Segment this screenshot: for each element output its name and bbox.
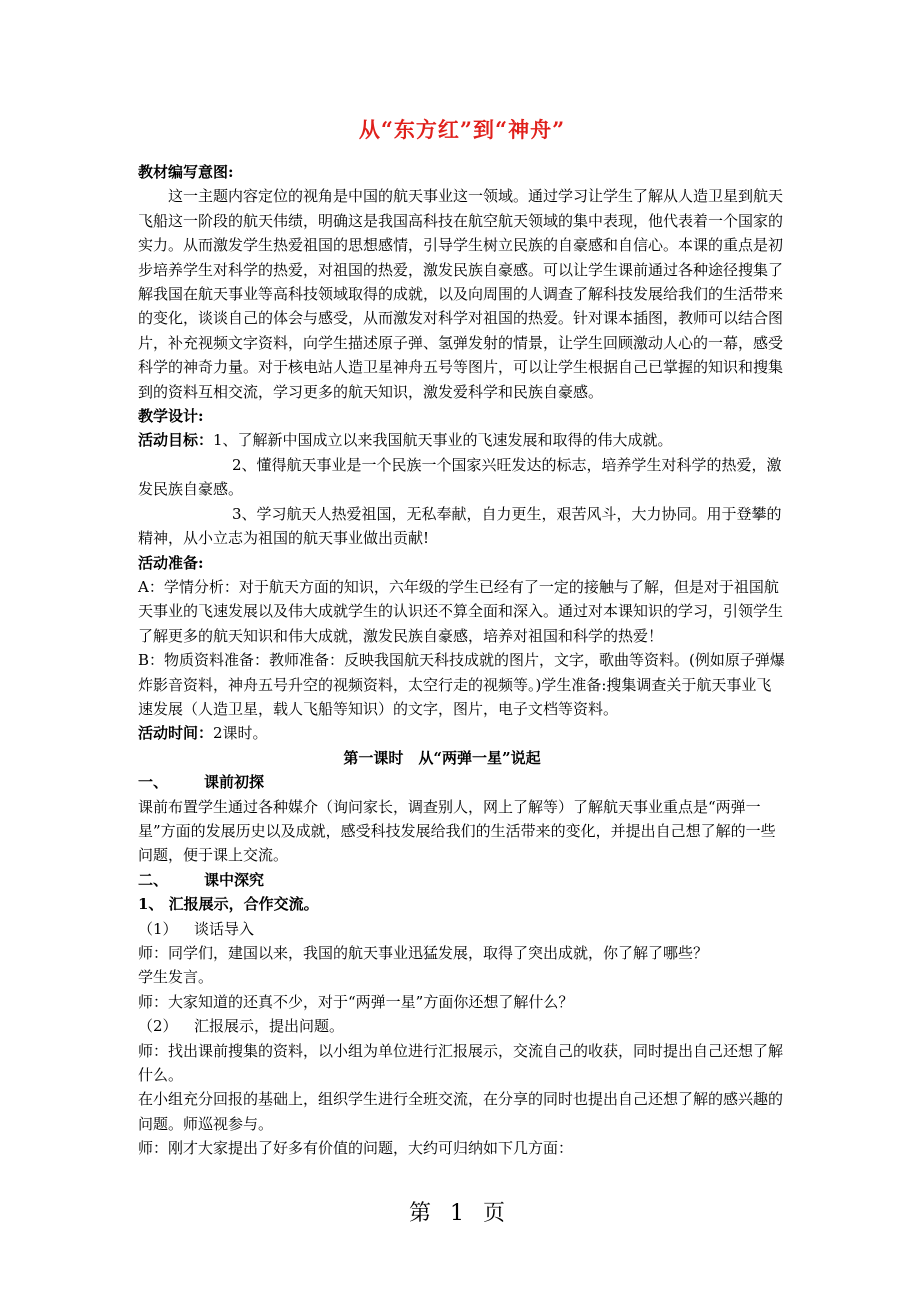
subsection-1-heading: 1、 汇报展示，合作交流。 [138,895,319,914]
goal-line-1 [138,428,786,452]
goal-label: 活动目标： [138,431,214,450]
teacher-line-2: 师：大家知道的还真不少，对于“两弹一星”方面你还想了解什么？ [138,992,574,1011]
teacher-line-1: 师：同学们，建国以来，我国的航天事业迅猛发展，取得了突出成就，你了解了哪些？ [138,944,709,962]
step-2-heading [138,1014,786,1038]
section-1-paragraph: 课前布置学生通过各种媒介（询问家长，调查别人，网上了解等）了解航天事业重点是“两弹一星”方面的发展历史以及成就，感受科技发展给我们的生活带来的变化，并提出自己想了解的一些问题，便于课上交流。 [138,797,776,865]
prep-heading: 活动准备: [138,553,204,572]
goal-item-3: 3、学习航天人热爱祖国，无私奉献，自力更生，艰苦风斗，大力协同。用于登攀的精神，从小立志为祖国的航天事业做出贡献! [138,504,782,548]
section-2-heading [138,868,786,892]
section-1-heading [138,770,786,794]
goal-item-2: 2、懂得航天事业是一个民族一个国家兴旺发达的标志，培养学生对科学的热爱，激发民族自豪感。 [138,455,782,499]
time-value: 2课时。 [213,724,268,743]
intent-heading: 教材编写意图: [138,163,234,181]
step-2-title: 汇报展示，提出问题。 [194,1017,345,1036]
goal-item-1: 1、了解新中国成立以来我国航天事业的飞速发展和取得的伟大成就。 [213,431,673,450]
class-exchange-paragraph: 在小组充分回报的基础上，组织学生进行全班交流，在分享的同时也提出自己还想了解的感兴趣的问题。师巡视参与。 [138,1090,784,1133]
document-title: 从“东方红”到“神舟” [358,117,566,142]
step-1-heading [138,917,786,941]
prep-b-paragraph: B：物质资料准备：教师准备：反映我国航天科技成就的图片，文字，歌曲等资料。(例如原子弹爆炸影音资料，神舟五号升空的视频资料，太空行走的视频等。)学生准备:搜集调查关于航天事业飞速发展（人造卫星，载人飞船等知识）的文字，图片，电子文档等资料。 [138,651,785,718]
section-1-title: 课前初探 [204,773,265,792]
step-1-number: （1） [138,919,178,938]
teacher-line-4: 师：刚才大家提出了好多有价值的问题，大约可归纳如下几方面： [138,1139,574,1158]
step-1-title: 谈话导入 [194,919,255,938]
lesson-title: 第一课时 从“两弹一星”说起 [343,748,541,767]
section-2-title: 课中深究 [204,870,265,889]
section-1-number: 一、 [138,773,169,792]
document-body [138,160,786,1161]
page-number-footer: 第 1 页 [409,1201,511,1226]
prep-a-paragraph: A：学情分析：对于航天方面的知识，六年级的学生已经有了一定的接触与了解，但是对于祖国航天事业的飞速发展以及伟大成就学生的认识还不算全面和深入。通过对本课知识的学习，引领学生了解更多的航天知识和伟大成就，激发民族自豪感，培养对祖国和科学的热爱！ [138,577,784,645]
teacher-line-3: 师：找出课前搜集的资料，以小组为单位进行汇报展示，交流自己的收获，同时提出自己还想了解什么。 [138,1041,784,1085]
step-2-number: （2） [138,1017,178,1036]
time-label: 活动时间： [138,724,214,743]
section-2-number: 二、 [138,870,169,889]
time-line [138,721,786,745]
design-heading: 教学设计: [138,407,204,426]
student-line-1: 学生发言。 [138,968,214,987]
intent-paragraph: 这一主题内容定位的视角是中国的航天事业这一领域。通过学习让学生了解从人造卫星到航天飞船这一阶段的航天伟绩，明确这是我国高科技在航空航天领域的集中表现，他代表着一个国家的实力。从而激发学生热爱祖国的思想感情，引导学生树立民族的自豪感和自信心。本课的重点是初步培养学生对科学的热爱，对祖国的热爱，激发民族自豪感。可以让学生课前通过各种途径搜集了解我国在航天事业等高科技领域取得的成就，以及向周围的人调查了解科技发展给我们的生活带来的变化，谈谈自己的体会与感受，从而激发对科学对祖国的热爱。针对课本插图，教师可以结合图片，补充视频文字资料，向学生描述原子弹、氢弹发射的情景，让学生回顾激动人心的一幕，感受科学的神奇力量。对于核电站人造卫星神舟五号等图片，可以让学生根据自己已掌握的知识和搜集到的资料互相交流，学习更多的航天知识，激发爱科学和民族自豪感。 [138,187,784,401]
